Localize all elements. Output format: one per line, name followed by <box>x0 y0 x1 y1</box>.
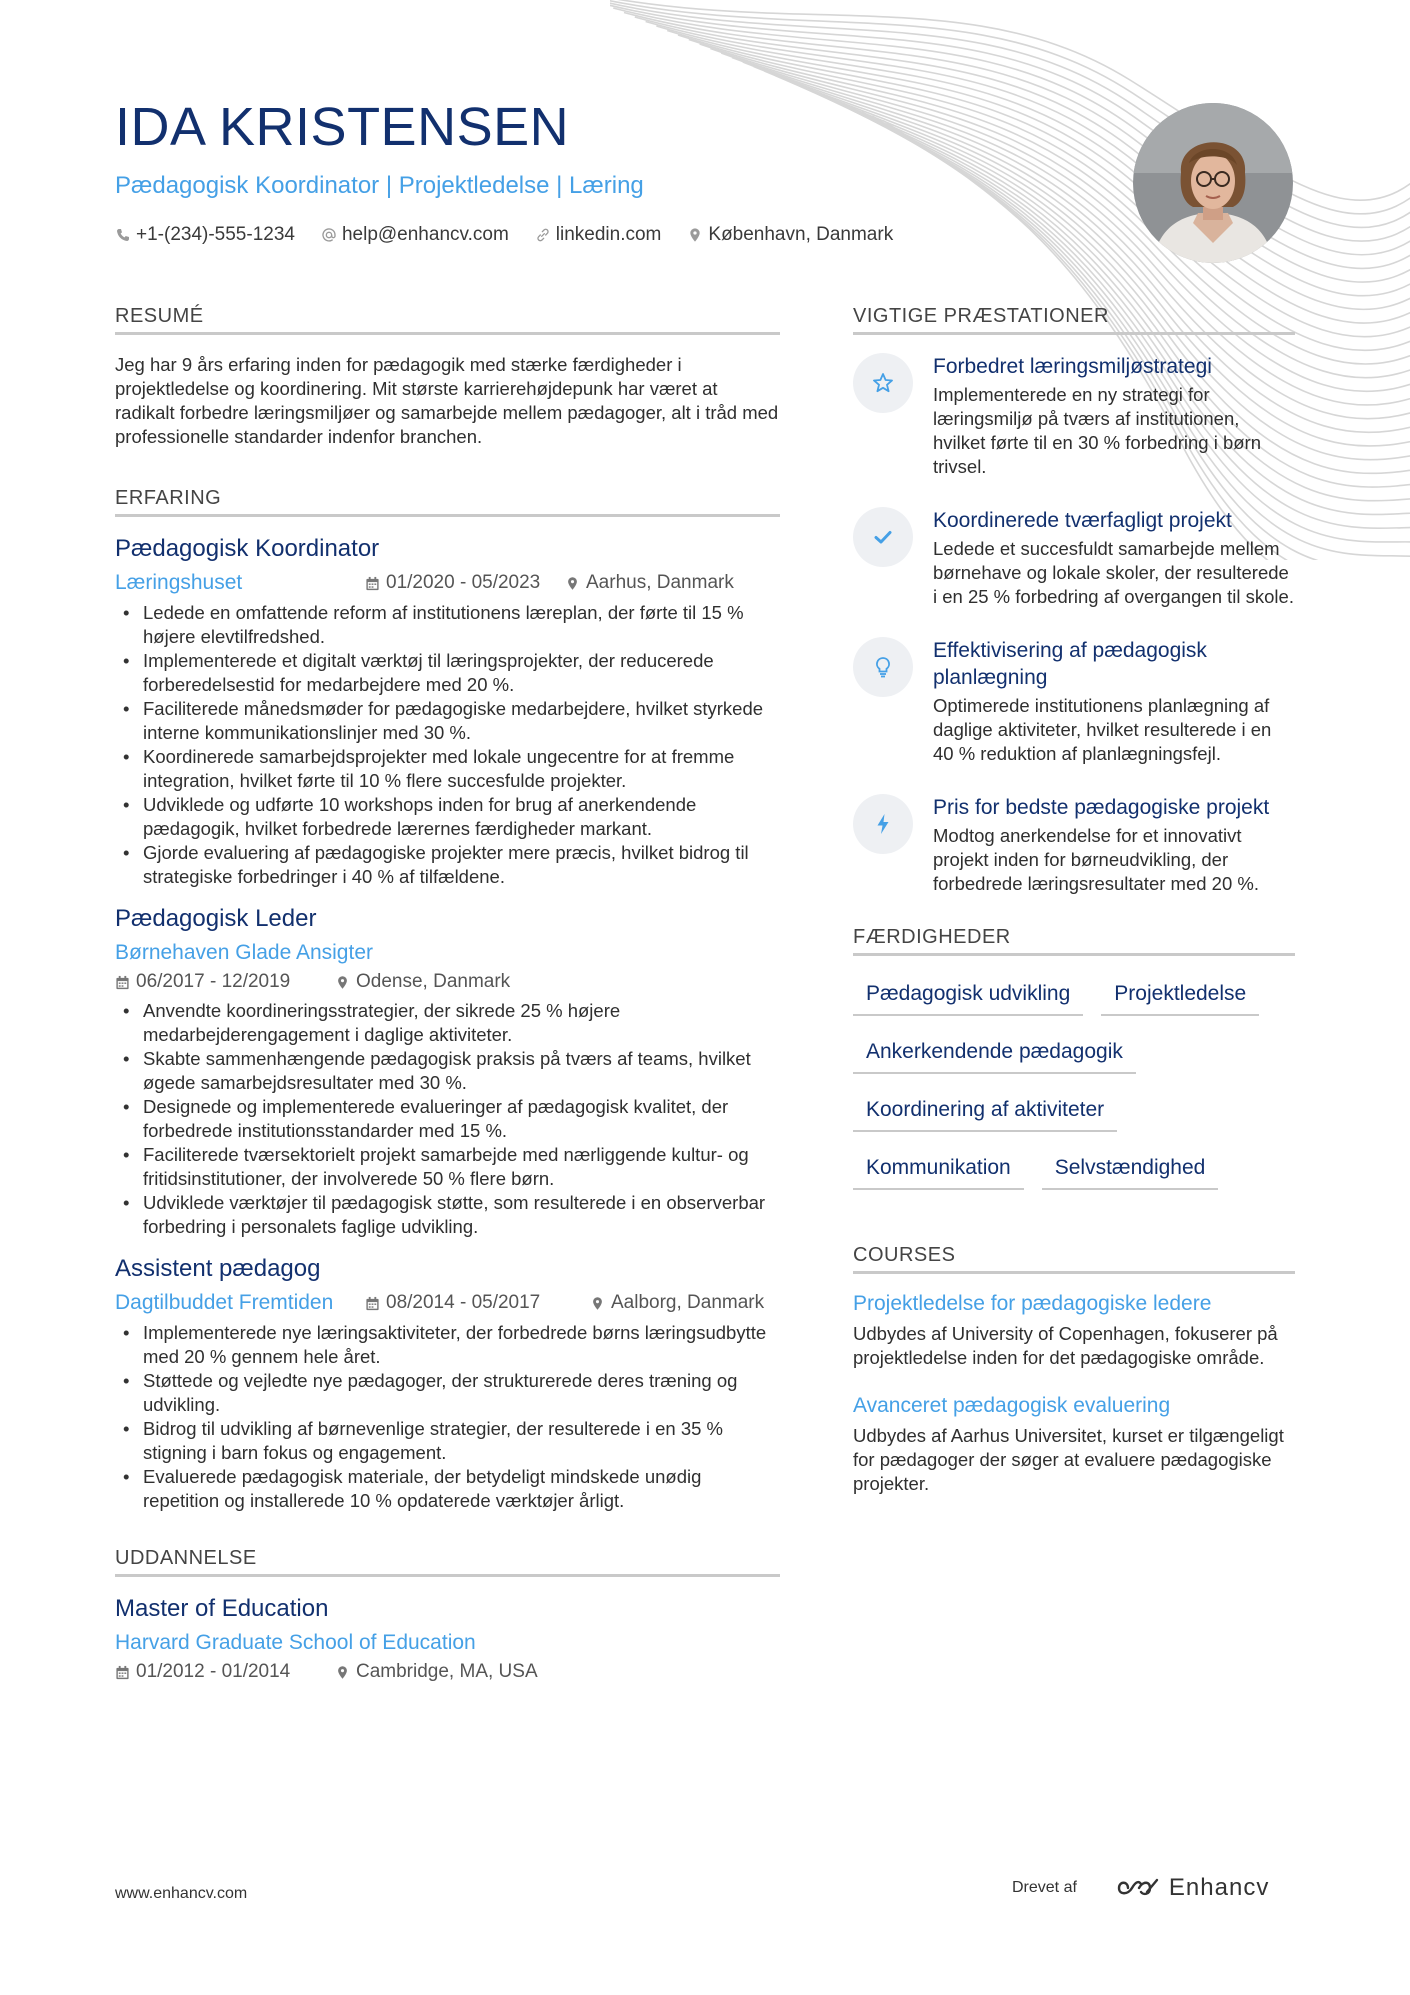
skill-tag: Projektledelse <box>1101 974 1259 1016</box>
candidate-title: Pædagogisk Koordinator | Projektledelse | Læring <box>115 172 644 199</box>
achievement-text: Ledede et succesfuldt samarbejde mellem børnehave og lokale skoler, der resulterede i en 25 % forbedring af overgangen til skole. <box>933 538 1294 607</box>
degree-title: Master of Education <box>115 1595 329 1622</box>
job-location-text: Aarhus, Danmark <box>586 572 734 593</box>
job-bullet: • Udviklede værktøjer til pædagogisk støtte, som resulterede i en observerbar forbedring i personalets faglige udvikling. <box>115 1191 780 1239</box>
right-column <box>853 305 1295 1520</box>
courses-section <box>853 1244 1295 1496</box>
avatar-portrait <box>1133 103 1293 263</box>
job-company: Børnehaven Glade Ansigter <box>115 941 373 964</box>
achievement-icon-wrap <box>853 507 913 567</box>
calendar-icon <box>115 975 130 990</box>
job-title: Assistent pædagog <box>115 1255 321 1282</box>
job-dates <box>365 572 565 594</box>
achievement-title: Koordinerede tværfagligt projekt <box>933 509 1232 532</box>
job-company: Læringshuset <box>115 571 243 594</box>
linkedin-text: linkedin.com <box>555 224 662 245</box>
achievement-text: Modtog anerkendelse for et innovativt projekt inden for børneudvikling, der forbedrede læringsresultater med 20 %. <box>933 825 1259 894</box>
skills-list <box>853 974 1295 1190</box>
course-item <box>853 1394 1295 1496</box>
job-location-text: Aalborg, Danmark <box>611 1292 765 1313</box>
contact-row <box>115 224 1115 246</box>
job-company: Dagtilbuddet Fremtiden <box>115 1291 334 1314</box>
contact-linkedin[interactable] <box>535 224 662 246</box>
education-section <box>115 1547 780 1683</box>
contact-email[interactable] <box>321 224 509 246</box>
achievement-title: Pris for bedste pædagogiske projekt <box>933 796 1270 819</box>
job-location <box>590 1292 764 1314</box>
job-dates-text: 01/2020 - 05/2023 <box>386 572 541 593</box>
education-dates-text: 01/2012 - 01/2014 <box>136 1661 291 1682</box>
achievement-icon-wrap <box>853 353 913 413</box>
course-title: Projektledelse for pædagogiske ledere <box>853 1292 1212 1315</box>
job-bullet: • Skabte sammenhængende pædagogisk praksis på tværs af teams, hvilket øgede samarbejdsresultater med 30 %. <box>115 1047 780 1095</box>
star-icon <box>871 371 895 395</box>
skill-tag: Koordinering af aktiviteter <box>853 1090 1117 1132</box>
achievement-item <box>853 353 1295 479</box>
achievement-body <box>933 353 1295 479</box>
education-dates <box>115 1661 335 1683</box>
achievement-icon-wrap <box>853 637 913 697</box>
job-bullets <box>115 601 780 889</box>
lightning-icon <box>871 812 895 836</box>
job-bullet: • Implementerede et digitalt værktøj til læringsprojekter, der reducerede forberedelsestid for medarbejdere med 20 %. <box>115 649 780 697</box>
lightbulb-icon <box>871 655 895 679</box>
job-entry <box>115 905 780 1239</box>
job-bullet: • Ledede en omfattende reform af institutionens læreplan, der førte til 15 % højere elevtilfredshed. <box>115 601 780 649</box>
education-meta <box>115 1661 780 1683</box>
achievement-body <box>933 507 1295 609</box>
job-location <box>565 572 734 594</box>
job-bullet: • Designede og implementerede evalueringer af pædagogisk kvalitet, der forbedrede institutionsstandarder med 15 %. <box>115 1095 780 1143</box>
location-pin-icon <box>565 576 580 591</box>
calendar-icon <box>365 1296 380 1311</box>
check-icon <box>871 525 895 549</box>
footer-website[interactable]: www.enhancv.com <box>115 1885 248 1902</box>
resume-header <box>115 97 1115 246</box>
contact-phone[interactable] <box>115 224 295 246</box>
job-bullet: • Gjorde evaluering af pædagogiske projekter mere præcis, hvilket bidrog til strategiske forbedringer i 40 % af tilfældene. <box>115 841 780 889</box>
achievement-title: Forbedret læringsmiljøstrategi <box>933 355 1212 378</box>
location-pin-icon <box>590 1296 605 1311</box>
skill-tag: Kommunikation <box>853 1148 1024 1190</box>
avatar <box>1133 103 1293 263</box>
section-title-education: UDDANNELSE <box>115 1547 780 1577</box>
job-meta <box>115 571 780 595</box>
brand-logo[interactable] <box>1117 1874 1269 1902</box>
job-bullet: • Faciliterede tværsektorielt projekt samarbejde med nærliggende kultur- og fritidsinstitutioner, der involverede 50 % flere børn. <box>115 1143 780 1191</box>
achievement-item <box>853 794 1295 896</box>
achievement-icon-wrap <box>853 794 913 854</box>
job-bullet: • Støttede og vejledte nye pædagoger, der strukturerede deres træning og udvikling. <box>115 1369 780 1417</box>
job-title: Pædagogisk Koordinator <box>115 535 380 562</box>
location-pin-icon <box>687 227 703 243</box>
resume-section <box>115 305 780 449</box>
job-bullet: • Implementerede nye læringsaktiviteter, der forbedrede børns læringsudbytte med 20 % gennem hele året. <box>115 1321 780 1369</box>
job-bullets <box>115 1321 780 1513</box>
achievements-section <box>853 305 1295 896</box>
job-bullet: • Anvendte koordineringsstrategier, der sikrede 25 % højere medarbejderengagement i daglige aktiviteter. <box>115 999 780 1047</box>
job-entry <box>115 535 780 889</box>
location-pin-icon <box>335 975 350 990</box>
phone-icon <box>115 227 131 243</box>
brand-name: Enhancv <box>1168 1874 1270 1901</box>
job-bullet: • Koordinerede samarbejdsprojekter med lokale ungecentre for at fremme integration, hvilket førte til 10 % flere succesfulde projekter. <box>115 745 780 793</box>
skill-tag: Selvstændighed <box>1042 1148 1219 1190</box>
experience-section <box>115 487 780 1513</box>
achievement-body <box>933 637 1295 766</box>
job-title: Pædagogisk Leder <box>115 905 317 932</box>
location-pin-icon <box>335 1665 350 1680</box>
location-text: København, Danmark <box>708 224 894 245</box>
job-bullet: • Evaluerede pædagogisk materiale, der betydeligt mindskede unødig repetition og installerede 10 % opdaterede værktøjer årligt. <box>115 1465 780 1513</box>
at-icon <box>321 227 337 243</box>
job-bullet: • Faciliterede månedsmøder for pædagogiske medarbejdere, hvilket styrkede interne kommunikationslinjer med 30 %. <box>115 697 780 745</box>
left-column <box>115 305 780 1689</box>
footer-branding <box>1012 1874 1269 1902</box>
job-location-text: Odense, Danmark <box>356 971 511 992</box>
job-meta <box>115 1291 780 1315</box>
school-row <box>115 1631 780 1655</box>
education-location <box>335 1661 538 1683</box>
calendar-icon <box>115 1665 130 1680</box>
school-name: Harvard Graduate School of Education <box>115 1631 476 1654</box>
achievement-item <box>853 507 1295 609</box>
job-dates-text: 08/2014 - 05/2017 <box>386 1292 541 1313</box>
section-title-courses: COURSES <box>853 1244 1295 1274</box>
job-bullet: • Udviklede og udførte 10 workshops inden for brug af anerkendende pædagogik, hvilket forbedrede lærernes færdigheder markant. <box>115 793 780 841</box>
section-title-experience: ERFARING <box>115 487 780 517</box>
achievement-text: Optimerede institutionens planlægning af daglige aktiviteter, hvilket resulterede i en 40 % reduktion af planlægningsfejl. <box>933 695 1272 764</box>
course-item <box>853 1292 1295 1370</box>
skill-tag: Ankerkendende pædagogik <box>853 1032 1136 1074</box>
job-meta <box>115 971 780 993</box>
contact-location <box>687 224 893 246</box>
section-title-achievements: VIGTIGE PRÆSTATIONER <box>853 305 1295 335</box>
section-title-resume: RESUMÉ <box>115 305 780 335</box>
course-text: Udbydes af University of Copenhagen, fokuserer på projektledelse inden for det pædagogiske område. <box>853 1323 1278 1368</box>
email-text: help@enhancv.com <box>341 224 509 245</box>
achievement-body <box>933 794 1295 896</box>
calendar-icon <box>365 576 380 591</box>
job-bullets <box>115 999 780 1239</box>
skill-tag: Pædagogisk udvikling <box>853 974 1083 1016</box>
section-title-skills: FÆRDIGHEDER <box>853 926 1295 956</box>
skills-section <box>853 926 1295 1190</box>
infinity-logo-icon <box>1117 1876 1161 1900</box>
resume-text: Jeg har 9 års erfaring inden for pædagogik med stærke færdigheder i projektledelse og koordinering. Mit største karrierehøjdepunk har været at radikalt forbedre læringsmiljøer og samarbejde mellem pædagoger, alt i tråd med professionelle standarder indenfor branchen. <box>115 354 779 447</box>
job-dates <box>365 1292 590 1314</box>
job-dates <box>115 971 335 993</box>
job-dates-text: 06/2017 - 12/2019 <box>136 971 291 992</box>
link-icon <box>535 227 551 243</box>
candidate-name: IDA KRISTENSEN <box>115 97 570 157</box>
course-text: Udbydes af Aarhus Universitet, kurset er tilgængeligt for pædagoger der søger at evaluere pædagogiske projekter. <box>853 1425 1284 1494</box>
powered-by-text: Drevet af <box>1012 1879 1077 1896</box>
achievement-item <box>853 637 1295 766</box>
job-location <box>335 971 510 993</box>
course-title: Avanceret pædagogisk evaluering <box>853 1394 1171 1417</box>
job-company-row <box>115 941 780 965</box>
job-entry <box>115 1255 780 1513</box>
phone-text: +1-(234)-555-1234 <box>136 224 295 245</box>
achievement-text: Implementerede en ny strategi for læringsmiljø på tværs af institutionen, hvilket førte til en 30 % forbedring i børn trivsel. <box>933 384 1262 477</box>
education-location-text: Cambridge, MA, USA <box>356 1661 538 1682</box>
achievement-title: Effektivisering af pædagogisk planlægning <box>933 639 1207 689</box>
job-bullet: • Bidrog til udvikling af børnevenlige strategier, der resulterede i en 35 % stigning i barn fokus og engagement. <box>115 1417 780 1465</box>
